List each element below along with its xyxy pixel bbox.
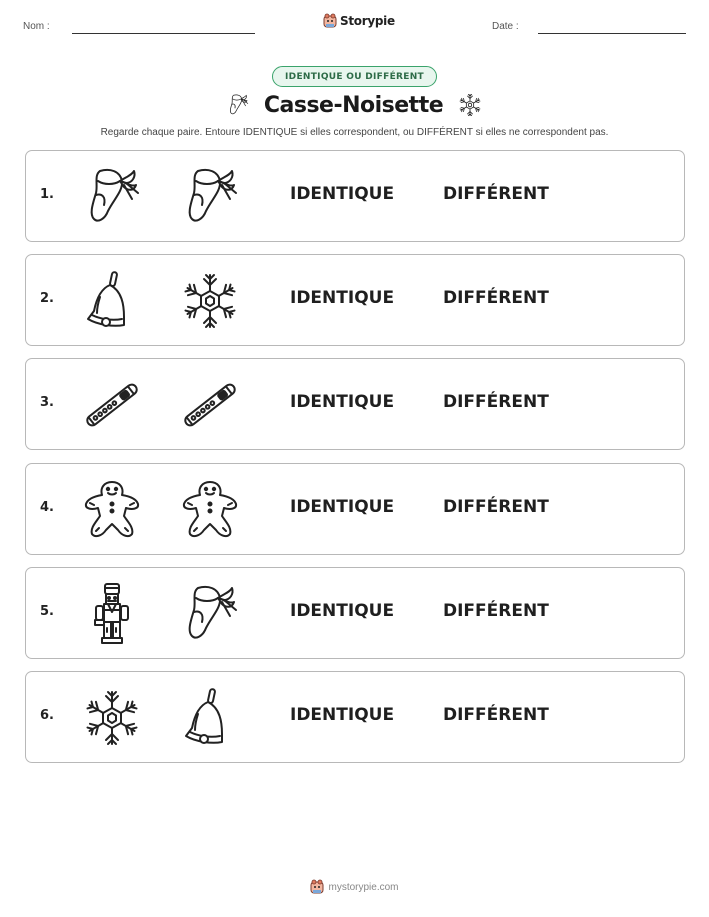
name-line[interactable]	[72, 33, 255, 34]
row-number: 5.	[40, 603, 54, 619]
row-number: 3.	[40, 395, 54, 411]
storypie-mascot-icon	[323, 13, 337, 29]
worksheet-type-badge: IDENTIQUE OU DIFFÉRENT	[272, 66, 437, 87]
row-number: 1.	[40, 187, 54, 202]
footer	[0, 879, 709, 895]
row-number: 4.	[40, 499, 54, 515]
option-different[interactable]: DIFFÉRENT	[443, 600, 549, 621]
row-number: 2.	[40, 291, 54, 307]
instructions: Regarde chaque paire. Entoure IDENTIQUE si elles correspondent, ou DIFFÉRENT si elles ne correspondent pas.	[100, 127, 609, 138]
option-different[interactable]: DIFFÉRENT	[443, 288, 549, 309]
ballet-shoe-icon	[226, 90, 250, 120]
nutcracker-icon	[80, 582, 144, 646]
pair-row	[25, 358, 685, 450]
gingerbread-icon	[80, 478, 144, 542]
pair-row	[25, 567, 685, 659]
ballet-shoe-icon	[178, 582, 242, 646]
pair-row	[25, 150, 685, 242]
option-identique[interactable]: IDENTIQUE	[290, 392, 395, 413]
bell-icon	[178, 686, 242, 750]
snowflake-icon	[80, 686, 144, 750]
title-row	[0, 90, 709, 120]
option-different[interactable]: DIFFÉRENT	[443, 184, 549, 204]
date-line[interactable]	[538, 33, 686, 34]
option-identique[interactable]: IDENTIQUE	[290, 705, 395, 725]
name-label: Nom :	[23, 21, 50, 32]
flute-icon	[178, 373, 242, 437]
snowflake-icon	[457, 92, 483, 118]
ballet-shoe-icon	[178, 165, 242, 229]
option-different[interactable]: DIFFÉRENT	[443, 496, 549, 517]
bell-icon	[80, 269, 144, 333]
option-identique[interactable]: IDENTIQUE	[290, 600, 395, 621]
brand-logo	[323, 13, 395, 29]
ballet-shoe-icon	[80, 165, 144, 229]
flute-icon	[80, 373, 144, 437]
row-number: 6.	[40, 708, 54, 723]
storypie-mascot-icon	[310, 879, 324, 895]
date-label: Date :	[492, 21, 519, 32]
gingerbread-icon	[178, 478, 242, 542]
pair-row	[25, 463, 685, 555]
option-different[interactable]: DIFFÉRENT	[443, 392, 549, 413]
pair-row	[25, 254, 685, 346]
page-title: Casse-Noisette	[263, 92, 444, 118]
option-identique[interactable]: IDENTIQUE	[290, 496, 395, 517]
option-identique[interactable]: IDENTIQUE	[290, 184, 395, 204]
option-identique[interactable]: IDENTIQUE	[290, 288, 395, 309]
pair-row	[25, 671, 685, 763]
footer-url[interactable]: mystorypie.com	[328, 881, 399, 893]
brand-name: Storypie	[340, 14, 395, 28]
snowflake-icon	[178, 269, 242, 333]
option-different[interactable]: DIFFÉRENT	[443, 705, 549, 725]
